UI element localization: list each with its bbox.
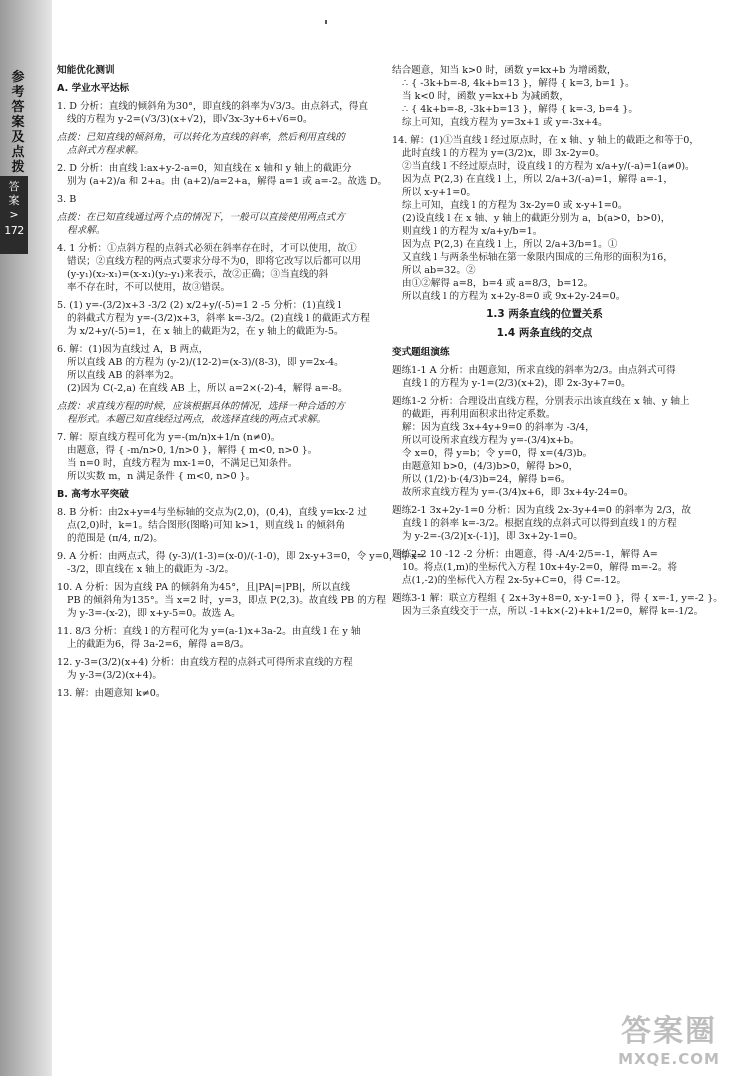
text-line: 线的方程为 y-2=(√3/3)(x+√2)，即√3x-3y+6+√6=0。	[67, 114, 313, 125]
text-line: 综上可知，直线 l 的方程为 3x-2y=0 或 x-y+1=0。	[402, 200, 628, 211]
text-line: 为 y-2=-(3/2)[x-(-1)]，即 3x+2y-1=0。	[402, 531, 583, 542]
right-column	[392, 64, 723, 623]
text-line: 别为 (a+2)/a 和 2+a。由 (a+2)/a=2+a，解得 a=1 或 a=-2。故选 D。	[67, 176, 388, 187]
section-heading	[392, 308, 697, 321]
text-line: 题练1-1 A 分析：由题意知，所求直线的斜率为2/3。由点斜式可得	[392, 365, 676, 376]
text-line: 点拨：求直线方程的时候，应该根据具体的情况，选择一种合适的方	[57, 401, 345, 412]
answer-item	[57, 581, 385, 620]
answer-tab-char: 答	[8, 180, 20, 193]
text-line: 则直线 l 的方程为 x/a+y/b=1。	[402, 226, 543, 237]
text-line: 14. 解：(1)①当直线 l 经过原点时，在 x 轴、y 轴上的截距之和等于0，	[392, 135, 699, 146]
text-line: 10。将点(1,m)的坐标代入方程 10x+4y-2=0，解得 m=-2。将	[402, 562, 678, 573]
text-line: 8. B 分析：由2x+y=4与坐标轴的交点为(2,0)，(0,4)，直线 y=kx-2 过	[57, 507, 367, 518]
text-line: (y-y₁)(x₂-x₁)=(x-x₁)(y₂-y₁)来表示，故②正确；③当直线的斜	[67, 269, 329, 280]
watermark-url: MXQE.COM	[618, 1050, 720, 1068]
text-line: 的截距，再利用面积求出待定系数。	[402, 409, 556, 420]
text-line: 题练2-1 3x+2y-1=0 分析：因为直线 2x-3y+4=0 的斜率为 2/3，故	[392, 505, 692, 516]
answer-item	[57, 82, 385, 95]
answer-item	[57, 550, 425, 576]
text-line: 因为点 P(2,3) 在直线 l 上，所以 2/a+3/b=1。①	[402, 239, 618, 250]
answer-item	[57, 506, 385, 545]
text-line: 所以直线 l 的方程为 x+2y-8=0 或 9x+2y-24=0。	[402, 291, 626, 302]
text-line: 为 y-3=(3/2)(x+4)。	[67, 670, 163, 681]
text-line: 1.4 两条直线的交点	[496, 327, 593, 339]
sidebar-title-char: 案	[11, 115, 25, 130]
text-line: 点拨：已知直线的倾斜角，可以转化为直线的斜率，然后利用直线的	[57, 132, 345, 143]
sidebar-title-char: 参	[11, 70, 25, 85]
section-heading	[392, 327, 697, 340]
watermark-text: 答案圈	[621, 1014, 717, 1049]
watermark-logo	[594, 1014, 744, 1072]
text-line: 上的截距为6，得 3a-2=6，解得 a=8/3。	[67, 639, 250, 650]
text-line: 所以 x-y+1=0。	[402, 187, 477, 198]
text-line: 令 x=0，得 y=b；令 y=0，得 x=(4/3)b。	[402, 448, 593, 459]
text-line: 题练3-1 解：联立方程组 { 2x+3y+8=0, x-y-1=0 }，得 { x=-1, y=-2 }。	[392, 593, 723, 604]
print-mark	[325, 20, 327, 24]
answer-item	[392, 134, 697, 303]
text-line: 1.3 两条直线的位置关系	[486, 308, 603, 320]
answer-item	[57, 687, 385, 700]
sidebar-vertical-title	[8, 70, 28, 175]
text-line: ∴ { -3k+b=-8, 4k+b=13 }，解得 { k=3, b=1 }。	[402, 78, 635, 89]
text-line: 当 n=0 时，直线方程为 mx-1=0，不满足已知条件。	[67, 458, 298, 469]
text-line: ∴ { 4k+b=-8, -3k+b=13 }，解得 { k=-3, b=4 }。	[402, 104, 638, 115]
answer-item	[57, 100, 385, 126]
text-line: 题练2-2 10 -12 -2 分析：由题意，得 -A/4·2/5=-1，解得 A=	[392, 549, 658, 560]
answer-item	[57, 242, 385, 294]
sidebar-title-char: 考	[11, 85, 25, 100]
answer-item	[57, 431, 385, 483]
answer-item	[57, 193, 385, 206]
text-line: 点(1,-2)的坐标代入方程 2x-5y+C=0，得 C=-12。	[402, 575, 627, 586]
text-line: 此时直线 l 的方程为 y=(3/2)x，即 3x-2y=0。	[402, 148, 605, 159]
text-line: 因为三条直线交于一点，所以 -1+k×(-2)+k+1/2=0，解得 k=-1/2。	[402, 606, 704, 617]
answer-item	[57, 625, 385, 651]
answer-tab	[0, 176, 28, 254]
text-line: A. 学业水平达标	[57, 83, 130, 94]
text-line: 所以 (1/2)·b·(4/3)b=24，解得 b=6。	[402, 474, 571, 485]
answer-item	[57, 64, 385, 77]
note-paragraph	[57, 400, 385, 426]
text-line: 9. A 分析：由两点式，得 (y-3)/(1-3)=(x-0)/(-1-0)，即 2x-y+3=0，令 y=0，得 x=	[57, 551, 425, 562]
text-line: 3. B	[57, 194, 77, 205]
sidebar-title-char: 拨	[11, 160, 25, 175]
sidebar-title-char: 及	[11, 130, 25, 145]
text-line: 所以 ab=32。②	[402, 265, 476, 276]
page-number: 172	[4, 224, 24, 237]
text-line: 所以实数 m，n 满足条件 { m<0, n>0 }。	[67, 471, 256, 482]
text-line: 6. 解：(1)因为直线过 A，B 两点，	[57, 344, 209, 355]
text-line: 题练1-2 分析：合理设出直线方程，分别表示出该直线在 x 轴、y 轴上	[392, 396, 690, 407]
text-line: 为 x/2+y/(-5)=1，在 x 轴上的截距为2，在 y 轴上的截距为-5。	[67, 326, 344, 337]
text-line: 为 y-3=-(x-2)，即 x+y-5=0。故选 A。	[67, 608, 241, 619]
note-paragraph	[57, 211, 385, 237]
text-line: -3/2，即直线在 x 轴上的截距为 -3/2。	[67, 564, 235, 575]
text-line: 10. A 分析：因为直线 PA 的倾斜角为45°，且|PA|=|PB|，所以直线	[57, 582, 351, 593]
answer-item	[392, 548, 697, 587]
text-line: 所以可设所求直线方程为 y=-(3/4)x+b。	[402, 435, 580, 446]
answer-item	[392, 592, 723, 618]
answer-item	[392, 504, 697, 543]
text-line: 7. 解：原直线方程可化为 y=-(m/n)x+1/n (n≠0)。	[57, 432, 281, 443]
note-paragraph	[57, 131, 385, 157]
text-line: 率不存在时，不可以使用，故③错误。	[67, 282, 231, 293]
text-line: 当 k<0 时，函数 y=kx+b 为减函数，	[402, 91, 569, 102]
text-line: 又直线 l 与两条坐标轴在第一象限内围成的三角形的面积为16，	[402, 252, 673, 263]
text-line: ②当直线 l 不经过原点时，设直线 l 的方程为 x/a+y/(-a)=1(a≠0)。	[402, 161, 695, 172]
answer-item	[57, 299, 385, 338]
text-line: 错误；②直线方程的两点式要求分母不为0，即将它改写以后都可以用	[67, 256, 361, 267]
sidebar-title-char: 点	[11, 145, 25, 160]
text-line: 直线 l 的斜率 k=-3/2。根据直线的点斜式可以得到直线 l 的方程	[402, 518, 677, 529]
text-line: 综上可知，直线方程为 y=3x+1 或 y=-3x+4。	[402, 117, 608, 128]
answer-item	[57, 343, 385, 395]
text-line: 所以直线 AB 的方程为 (y-2)/(12-2)=(x-3)/(8-3)，即 y=2x-4。	[67, 357, 344, 368]
text-line: 13. 解：由题意知 k≠0。	[57, 688, 166, 699]
text-line: 程求解。	[67, 225, 106, 236]
text-line: (2)因为 C(-2,a) 在直线 AB 上，所以 a=2×(-2)-4，解得 a=-8。	[67, 383, 348, 394]
answer-item	[392, 364, 697, 390]
text-line: 变式题组演练	[392, 347, 450, 358]
text-line: 程形式。本题已知直线经过两点，故选择直线的两点式求解。	[67, 414, 327, 425]
sidebar-title-char: 答	[11, 100, 25, 115]
text-line: 点斜式方程求解。	[67, 145, 144, 156]
answer-item	[57, 488, 385, 501]
text-line: 故所求直线方程为 y=-(3/4)x+6，即 3x+4y-24=0。	[402, 487, 634, 498]
left-sidebar	[0, 0, 52, 1076]
answer-item	[57, 162, 388, 188]
text-line: 的范围是 (π/4, π/2)。	[67, 533, 163, 544]
chevron-right-icon: >	[9, 208, 19, 221]
text-line: 直线 l 的方程为 y-1=(2/3)(x+2)，即 2x-3y+7=0。	[402, 378, 631, 389]
text-line: 的斜截式方程为 y=-(3/2)x+3，斜率 k=-3/2。(2)直线 l 的截距式方程	[67, 313, 370, 324]
text-line: 1. D 分析：直线的倾斜角为30°，即直线的斜率为√3/3。由点斜式，得直	[57, 101, 368, 112]
text-line: 点拨：在已知直线通过两个点的情况下，一般可以直接使用两点式方	[57, 212, 345, 223]
text-line: B. 高考水平突破	[57, 489, 129, 500]
text-line: 由题意，得 { -m/n>0, 1/n>0 }，解得 { m<0, n>0 }。	[67, 445, 318, 456]
text-line: 2. D 分析：由直线 l:ax+y-2-a=0，知直线在 x 轴和 y 轴上的截距分	[57, 163, 352, 174]
text-line: 点(2,0)时，k=1。结合图形(图略)可知 k>1，则直线 l₁ 的倾斜角	[67, 520, 346, 531]
text-line: 知能优化测训	[57, 65, 115, 76]
text-line: 因为点 P(2,3) 在直线 l 上，所以 2/a+3/(-a)=1，解得 a=-1，	[402, 174, 673, 185]
text-line: 5. (1) y=-(3/2)x+3 -3/2 (2) x/2+y/(-5)=1 2 -5 分析：(1)直线 l	[57, 300, 342, 311]
text-line: 11. 8/3 分析：直线 l 的方程可化为 y=(a-1)x+3a-2。由直线 l 在 y 轴	[57, 626, 361, 637]
answer-item	[392, 395, 697, 499]
answer-item	[392, 346, 697, 359]
text-line: 12. y-3=(3/2)(x+4) 分析：由直线方程的点斜式可得所求直线的方程	[57, 657, 353, 668]
answer-item	[57, 656, 385, 682]
answer-tab-char: 案	[8, 194, 20, 207]
text-line: PB 的倾斜角为135°。当 x=2 时，y=3，即点 P(2,3)。故直线 PB 的方程	[67, 595, 387, 606]
text-line: 由①②解得 a=8，b=4 或 a=8/3，b=12。	[402, 278, 594, 289]
text-line: 所以直线 AB 的斜率为2。	[67, 370, 180, 381]
text-line: 结合题意，知当 k>0 时，函数 y=kx+b 为增函数，	[392, 65, 617, 76]
answer-item	[392, 64, 697, 129]
text-line: (2)设直线 l 在 x 轴、y 轴上的截距分别为 a，b(a>0，b>0)，	[402, 213, 671, 224]
text-line: 解：因为直线 3x+4y+9=0 的斜率为 -3/4，	[402, 422, 595, 433]
text-line: 4. 1 分析：①点斜方程的点斜式必须在斜率存在时，才可以使用，故①	[57, 243, 357, 254]
text-line: 由题意知 b>0，(4/3)b>0，解得 b>0，	[402, 461, 579, 472]
